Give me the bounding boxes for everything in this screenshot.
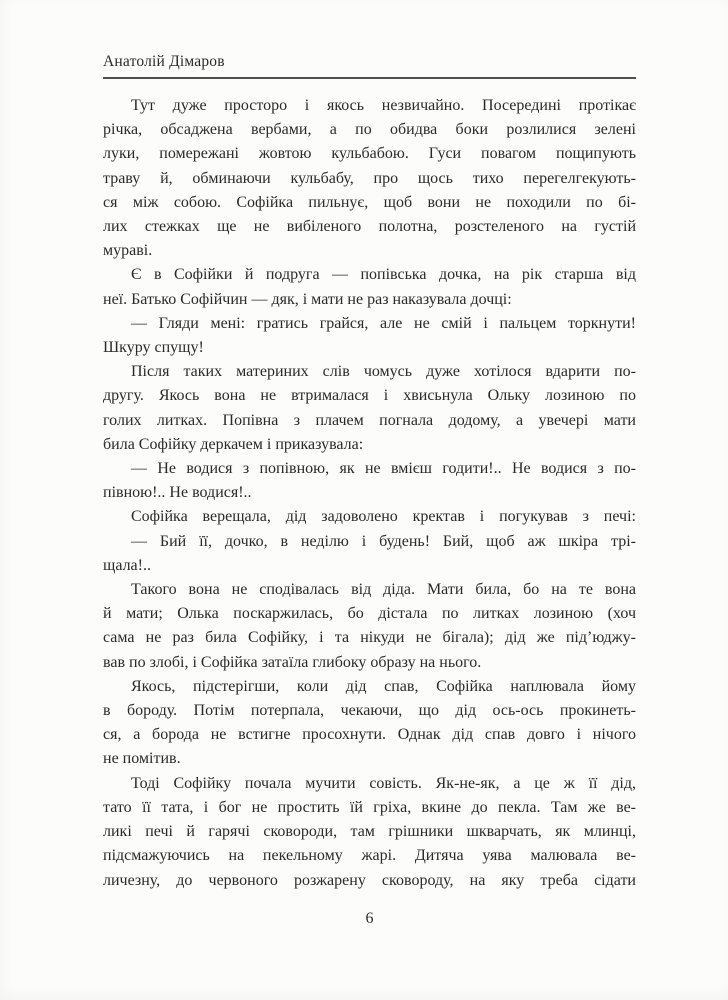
- text-line: Є в Софійки й подруга — попівська дочка, на рік старша від: [131, 266, 636, 284]
- text-line: луки, помережані жовтою кульбабою. Гуси повагом пощипують: [103, 145, 636, 163]
- text-line: била Софійку деркачем і приказувала:: [103, 435, 364, 453]
- text-line: в бороду. Потім потерпала, чекаючи, що дід ось-ось прокинеть-: [103, 702, 636, 720]
- text-line: другу. Якось вона не втрималася і хвисьнула Ольку лозиною по: [103, 387, 636, 405]
- running-header: [103, 53, 636, 79]
- text-line: Після таких материних слів чомусь дуже хотілося вдарити по-: [131, 363, 636, 381]
- text-line: півною!.. Не водися!..: [103, 484, 252, 502]
- text-line: вав по злобі, і Софійка затаїла глибоку образу на нього.: [103, 653, 482, 671]
- text-line: ся між собою. Софійка пильнує, щоб вони не походили по бі-: [103, 193, 636, 211]
- text-line: Софійка верещала, дід задоволено кректав і погукував з печі:: [131, 508, 636, 526]
- text-line: підсмажуючись на пекельному жарі. Дитяча уява малювала ве-: [103, 847, 636, 865]
- text-line: лих стежках ще не вибіленого полотна, розстеленого на густій: [103, 218, 636, 236]
- author-name: Анатолій Дімаров: [103, 53, 225, 70]
- text-line: личезну, до червоного розжарену сковороду, на яку треба сідати: [103, 871, 636, 889]
- text-line: мураві.: [103, 242, 153, 260]
- page-body: [103, 94, 636, 893]
- text-line: Тут дуже просторо і якось незвичайно. Посередині протікає: [131, 97, 636, 114]
- text-line: тато її тата, і бог не простить їй гріха, вкине до пекла. Там же ве-: [103, 798, 636, 816]
- text-line: річка, обсаджена вербами, а по обидва боки розлилися зелені: [103, 121, 636, 139]
- text-line: Такого вона не сподівалась від діда. Мати била, бо на те вона: [131, 581, 636, 599]
- text-line: не помітив.: [103, 750, 181, 768]
- page-footer: [103, 909, 636, 929]
- text-line: Якось, підстерігши, коли дід спав, Софійка наплювала йому: [131, 677, 636, 695]
- text-line: щала!..: [103, 556, 151, 574]
- text-line: Тоді Софійку почала мучити совість. Як-не-як, а це ж її дід,: [131, 774, 636, 792]
- text-line: сама не раз била Софійку, і та нікуди не бігала); дід же під’юджу-: [103, 629, 636, 647]
- text-line: — Не водися з попівною, як не вмієш годити!.. Не водися з по-: [131, 460, 636, 478]
- text-line: неї. Батько Софійчин — дяк, і мати не раз наказувала дочці:: [103, 290, 512, 308]
- text-line: — Гляди мені: гратись грайся, але не смій і пальцем торкнути!: [131, 314, 636, 332]
- text-line: ликі печі й гарячі сковороди, там грішники шкварчать, як млинці,: [103, 823, 636, 841]
- text-line: й мати; Олька поскаржилась, бо дістала по литках лозиною (хоч: [103, 605, 636, 623]
- text-line: ся, а борода не встигне просохнути. Однак дід спав довго і нічого: [103, 726, 636, 744]
- text-line: Шкуру спущу!: [103, 339, 204, 357]
- text-line: — Бий її, дочко, в неділю і будень! Бий, щоб аж шкіра трі-: [131, 532, 636, 550]
- text-line: голих литках. Попівна з плачем погнала додому, а увечері мати: [103, 411, 636, 429]
- text-line: траву й, обминаючи кульбабу, про щось тихо перегелгекують-: [103, 169, 636, 187]
- page-number: 6: [365, 910, 374, 927]
